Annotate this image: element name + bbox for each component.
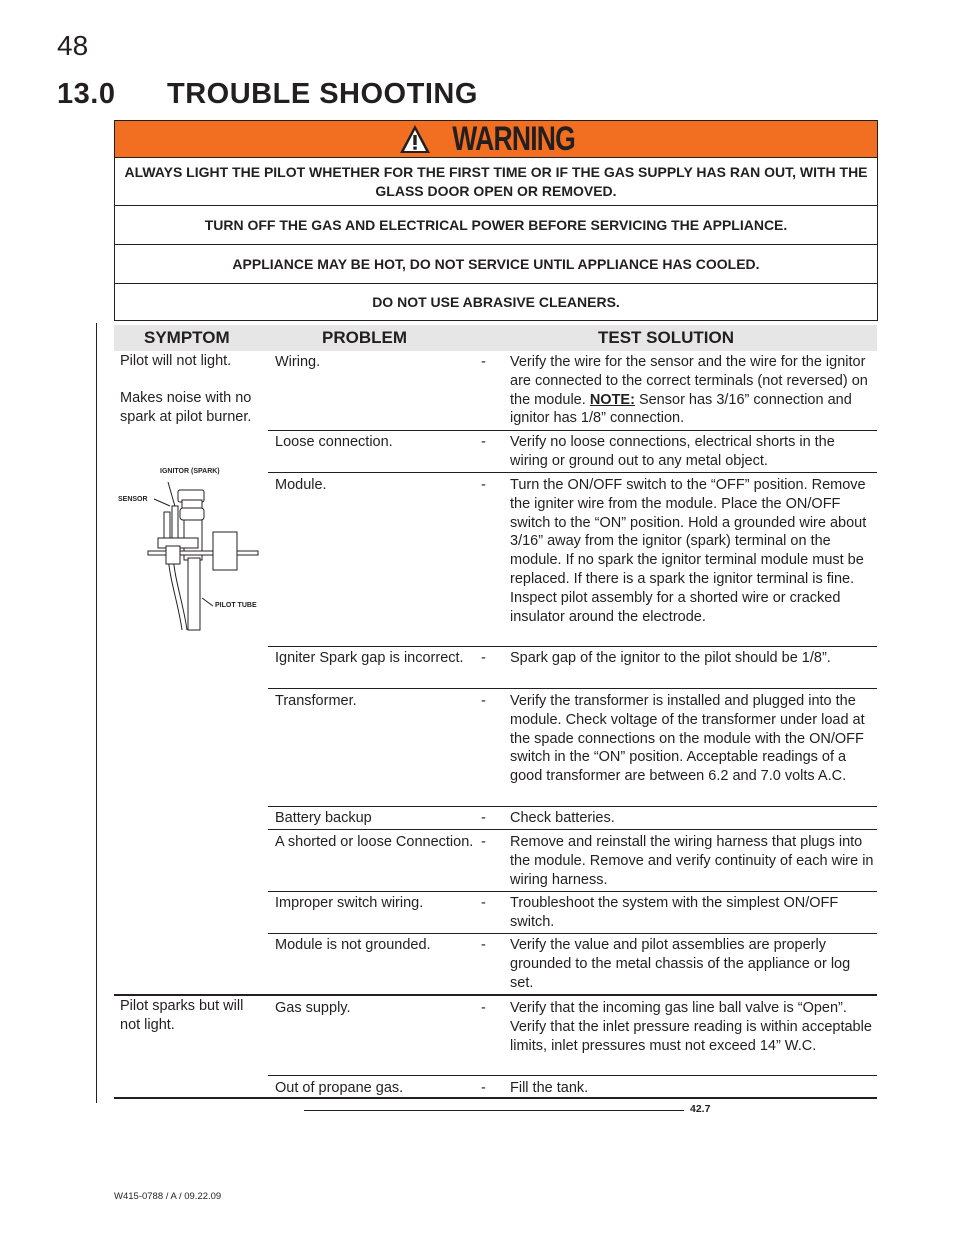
footer-version: 42.7	[690, 1103, 711, 1115]
warning-title: WARNING	[452, 119, 576, 158]
solution-cell: Remove and reinstall the wiring harness that plugs into the module. Remove and verify continuity of each wire in wiring harness.	[510, 834, 874, 888]
warning-line: TURN OFF THE GAS AND ELECTRICAL POWER BEFORE SERVICING THE APPLIANCE.	[115, 206, 877, 245]
ignitor-label: IGNITOR (SPARK)	[160, 468, 220, 475]
table-row	[268, 474, 877, 647]
dash: -	[481, 1000, 486, 1016]
table-row	[268, 807, 877, 830]
table-row	[268, 690, 877, 807]
problem-cell: Loose connection.	[275, 434, 393, 450]
page-number: 48	[57, 30, 89, 61]
problem-cell: Module is not grounded.	[275, 937, 431, 953]
solution-cell: Verify the value and pilot assemblies are properly grounded to the metal chassis of the appliance or log set.	[510, 937, 851, 991]
table-row	[268, 831, 877, 892]
section-title	[57, 78, 478, 111]
dash: -	[481, 834, 486, 850]
note-label: NOTE:	[589, 391, 635, 408]
pilot-assembly-diagram	[118, 462, 266, 637]
solution-cell: Spark gap of the ignitor to the pilot should be 1/8”.	[510, 650, 831, 666]
solution-cell: Fill the tank.	[510, 1080, 589, 1096]
problem-cell: Out of propane gas.	[275, 1080, 404, 1096]
dash: -	[481, 937, 486, 953]
warning-line: APPLIANCE MAY BE HOT, DO NOT SERVICE UNTIL APPLIANCE HAS COOLED.	[115, 245, 877, 284]
table-row	[268, 892, 877, 934]
dash: -	[481, 693, 486, 709]
table-row	[268, 934, 877, 994]
problem-cell: Igniter Spark gap is incorrect.	[275, 650, 464, 666]
dash: -	[481, 810, 486, 826]
section-title-text: TROUBLE SHOOTING	[167, 78, 478, 110]
document-number: W415-0788 / A / 09.22.09	[114, 1191, 222, 1202]
solution-text: Sensor has 3/16” connection and ignitor has 1/8” connection.	[510, 391, 852, 427]
symptom-cell	[120, 997, 260, 1035]
problem-cell: Transformer.	[275, 693, 357, 709]
solution-cell: Turn the ON/OFF switch to the “OFF” position. Remove the igniter wire from the module. Place the ON/OFF switch to the “ON” position. Hold a grounded wire about 3/16” away from the ignitor (spark) terminal on the module. If no spark the ignitor terminal module must be replaced. If there is a spark the ignitor terminal is fine. Inspect pilot assembly for a shorted wire or cracked insulator around the electrode.	[510, 477, 867, 625]
sensor-label: SENSOR	[118, 496, 148, 503]
dash: -	[481, 477, 486, 493]
dash: -	[481, 650, 486, 666]
pilot-tube-label: PILOT TUBE	[215, 602, 257, 609]
table-bottom-rule	[114, 1097, 877, 1099]
problem-cell: Module.	[275, 477, 327, 493]
table-header	[114, 325, 877, 351]
symptom-cell	[120, 352, 260, 427]
solution-cell: Check batteries.	[510, 810, 615, 826]
solution-cell: Verify no loose connections, electrical shorts in the wiring or ground out to any metal object.	[510, 434, 835, 469]
table-row	[268, 431, 877, 473]
solution-cell: Troubleshoot the system with the simplest ON/OFF switch.	[510, 895, 839, 930]
table-row	[268, 997, 877, 1076]
problem-cell: A shorted or loose Connection.	[275, 834, 474, 850]
dash: -	[481, 1080, 486, 1096]
solution-cell: Verify that the incoming gas line ball valve is “Open”. Verify that the inlet pressure reading is within acceptable limits, inlet pressures must not exceed 14” W.C.	[510, 1000, 872, 1054]
symptom-text: Pilot will not light.	[120, 353, 232, 369]
header-solution: TEST SOLUTION	[598, 328, 734, 347]
footer-rule	[304, 1110, 684, 1111]
solution-cell	[510, 353, 874, 428]
warning-triangle-icon	[399, 124, 431, 154]
header-symptom: SYMPTOM	[144, 328, 230, 347]
problem-cell: Battery backup	[275, 810, 372, 826]
group-separator	[114, 994, 877, 996]
warning-line: DO NOT USE ABRASIVE CLEANERS.	[372, 293, 620, 310]
solution-text: Verify the wire for the sensor and the wire for the ignitor are connected to the correct terminals (not reversed) on the module.	[510, 354, 868, 408]
dash: -	[481, 434, 486, 450]
table-row	[268, 1077, 877, 1098]
header-problem: PROBLEM	[322, 328, 407, 347]
symptom-text: Pilot sparks but will not light.	[120, 998, 244, 1033]
solution-cell: Verify the transformer is installed and plugged into the module. Check voltage of the transformer under load at the spade connections on the module with the ON/OFF switch in the “ON” position. Acceptable readings of a good transformer are between 6.2 and 7.0 volts A.C.	[510, 693, 865, 785]
table-row	[268, 647, 877, 689]
margin-rule	[96, 323, 97, 1103]
table-row	[268, 351, 877, 431]
warning-box	[114, 120, 878, 321]
problem-cell: Wiring.	[275, 354, 321, 370]
dash: -	[481, 354, 486, 370]
symptom-text: Makes noise with no spark at pilot burner.	[120, 390, 252, 425]
warning-header	[115, 121, 877, 158]
problem-cell: Improper switch wiring.	[275, 895, 424, 911]
warning-line: ALWAYS LIGHT THE PILOT WHETHER FOR THE FIRST TIME OR IF THE GAS SUPPLY HAS RAN OUT, WITH THE GLASS DOOR OPEN OR REMOVED.	[115, 158, 877, 206]
dash: -	[481, 895, 486, 911]
problem-cell: Gas supply.	[275, 1000, 351, 1016]
section-number: 13.0	[57, 78, 116, 110]
